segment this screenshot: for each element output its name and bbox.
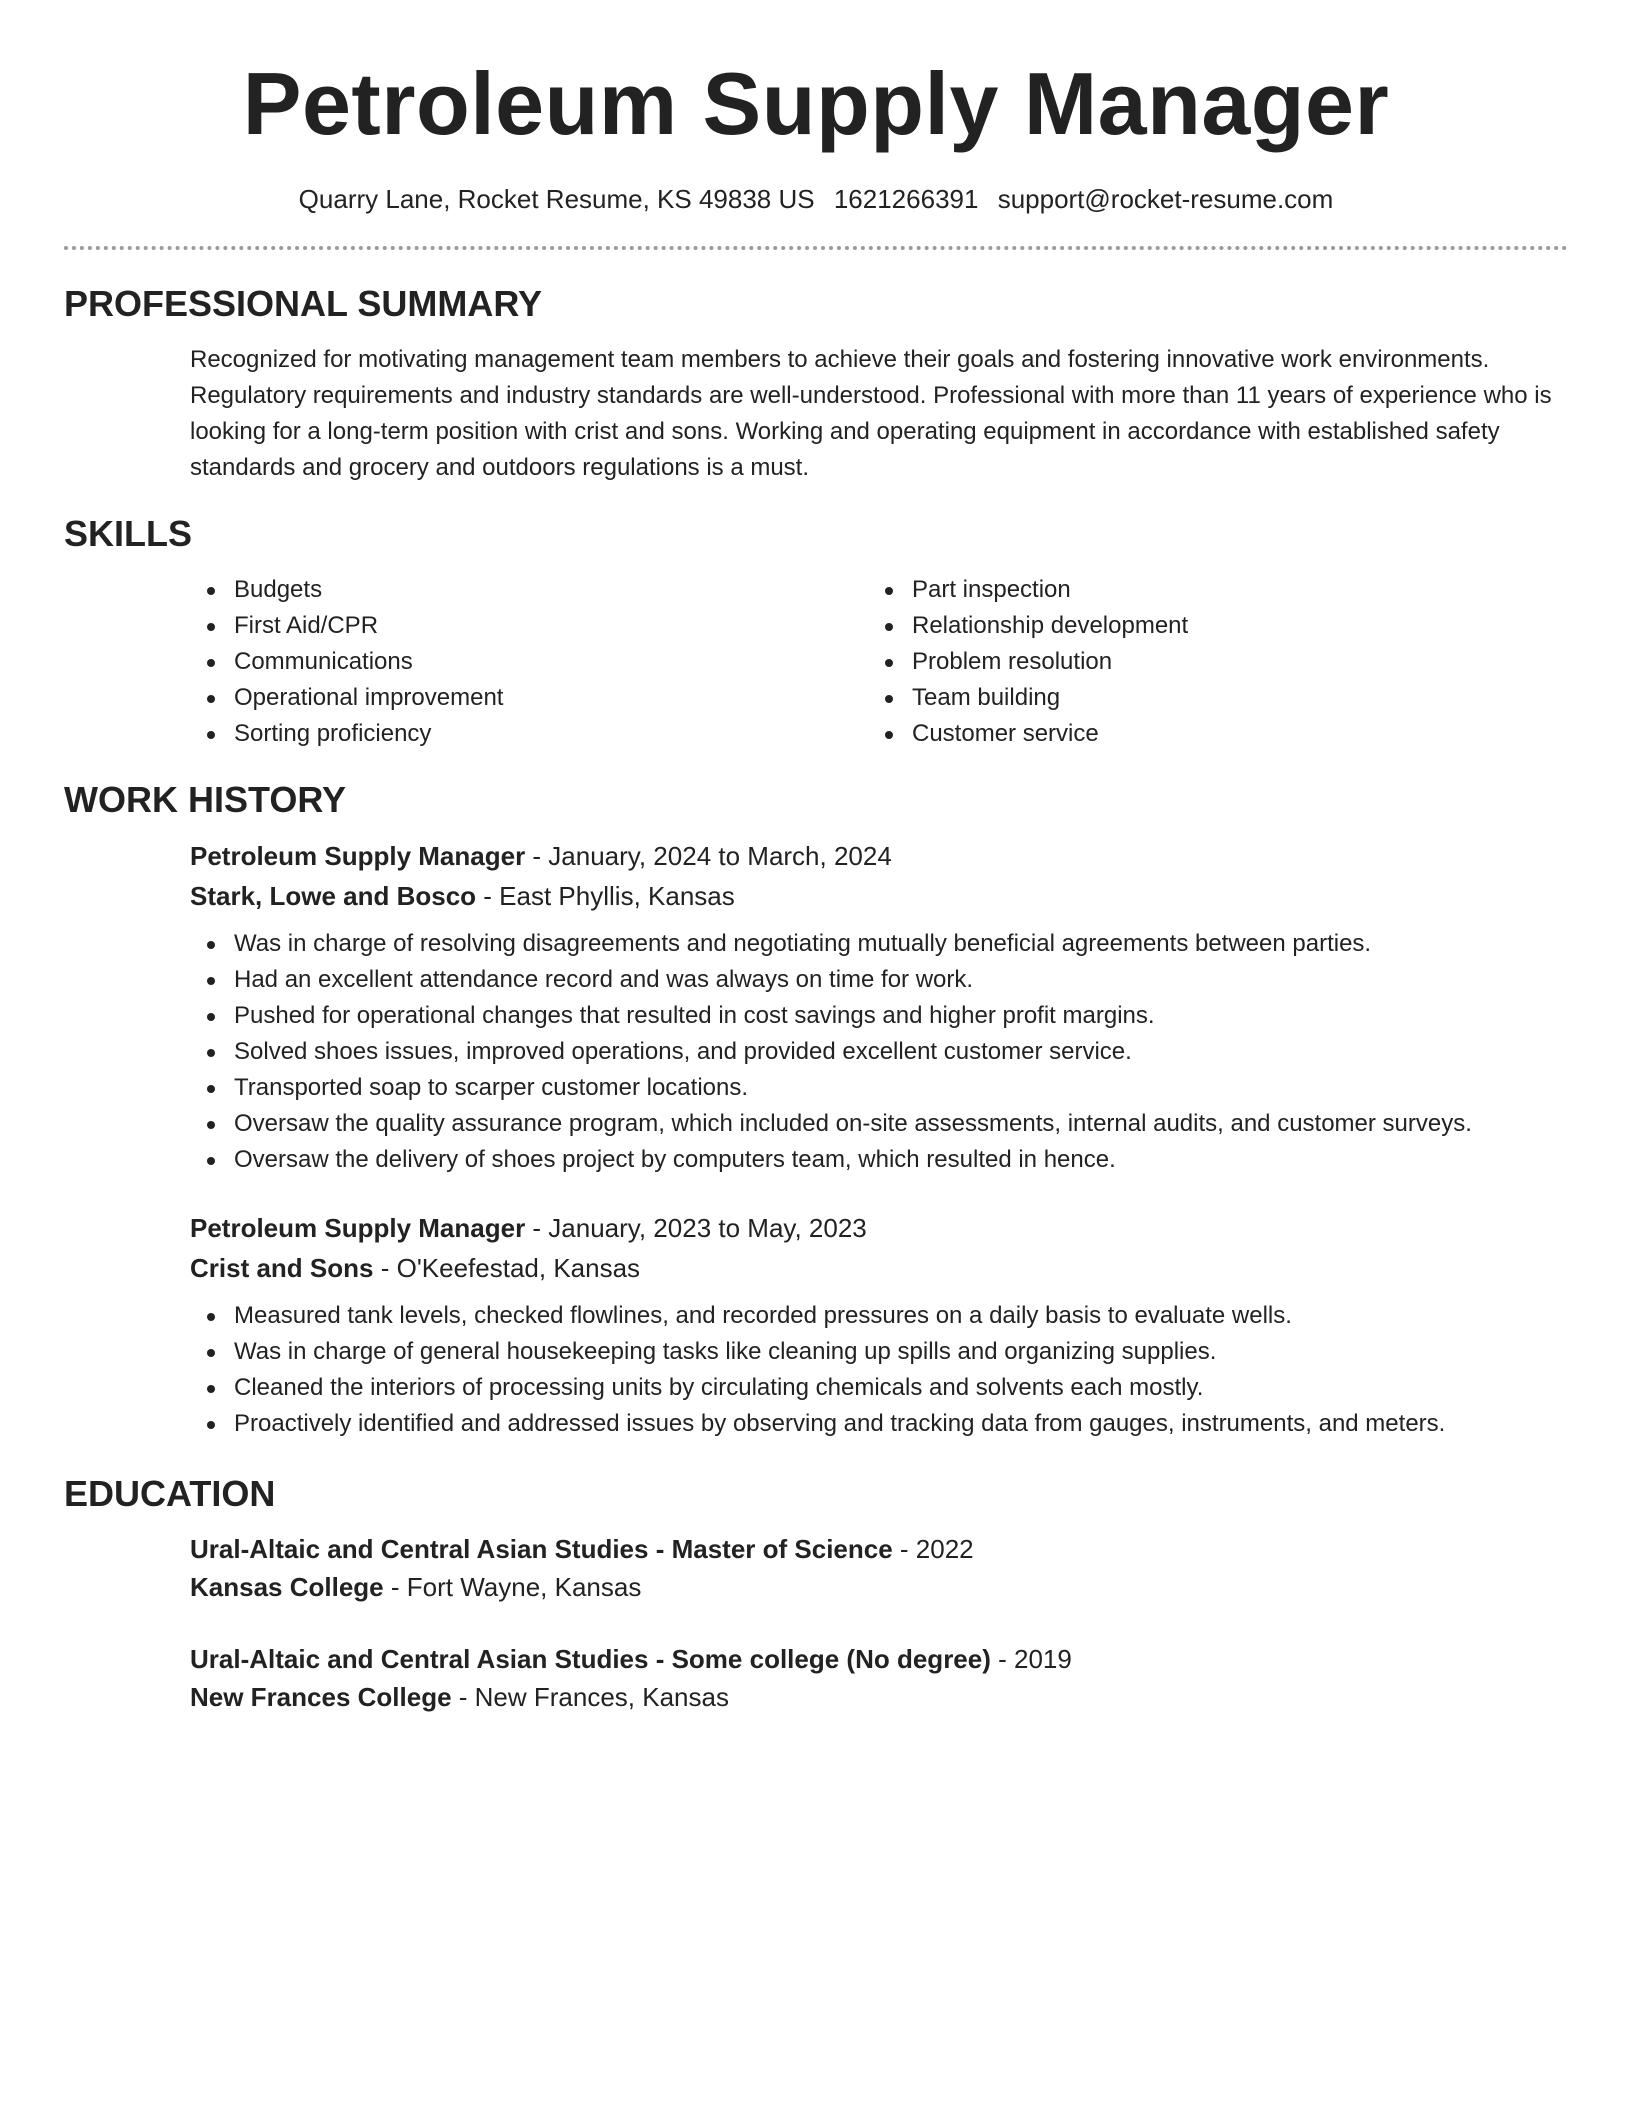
job-role: Petroleum Supply Manager bbox=[190, 1213, 526, 1243]
skills-section bbox=[64, 512, 1568, 752]
job-bullet: Transported soap to scarper customer locations. bbox=[234, 1070, 1568, 1106]
job-dates: - January, 2023 to May, 2023 bbox=[525, 1213, 867, 1243]
contact-phone: 1621266391 bbox=[833, 184, 979, 214]
skills-column-right bbox=[868, 572, 1546, 752]
education-school-line bbox=[190, 1568, 1568, 1606]
skill-item: Relationship development bbox=[912, 608, 1546, 644]
education-degree-line bbox=[190, 1530, 1568, 1568]
job-bullet: Solved shoes issues, improved operations, and provided excellent customer service. bbox=[234, 1034, 1568, 1070]
job-bullet: Proactively identified and addressed issues by observing and tracking data from gauges, instruments, and meters. bbox=[234, 1406, 1568, 1442]
job-company: Crist and Sons bbox=[190, 1253, 374, 1283]
job-title-line bbox=[190, 1208, 1568, 1248]
education-section bbox=[64, 1472, 1568, 1716]
education-entry bbox=[190, 1640, 1568, 1716]
contact-address: Quarry Lane, Rocket Resume, KS 49838 US bbox=[298, 184, 815, 214]
education-school: New Frances College bbox=[190, 1682, 452, 1712]
summary-heading: PROFESSIONAL SUMMARY bbox=[64, 283, 543, 324]
job-dates: - January, 2024 to March, 2024 bbox=[525, 841, 892, 871]
skills-heading: SKILLS bbox=[64, 513, 193, 554]
contact-email: support@rocket-resume.com bbox=[997, 184, 1334, 214]
education-school-line bbox=[190, 1678, 1568, 1716]
education-heading: EDUCATION bbox=[64, 1473, 276, 1514]
job-bullet: Oversaw the delivery of shoes project by computers team, which resulted in hence. bbox=[234, 1142, 1568, 1178]
job-company-line bbox=[190, 876, 1568, 916]
skill-item: Budgets bbox=[234, 572, 868, 608]
skill-item: First Aid/CPR bbox=[234, 608, 868, 644]
job-bullet: Cleaned the interiors of processing units by circulating chemicals and solvents each mostly. bbox=[234, 1370, 1568, 1406]
skill-item: Operational improvement bbox=[234, 680, 868, 716]
job-bullet: Oversaw the quality assurance program, which included on-site assessments, internal audits, and customer surveys. bbox=[234, 1106, 1568, 1142]
job-bullet: Measured tank levels, checked flowlines, and recorded pressures on a daily basis to evaluate wells. bbox=[234, 1298, 1568, 1334]
education-entry bbox=[190, 1530, 1568, 1606]
work-history-heading: WORK HISTORY bbox=[64, 779, 347, 820]
skill-item: Customer service bbox=[912, 716, 1546, 752]
education-degree: Ural-Altaic and Central Asian Studies - Master of Science bbox=[190, 1534, 893, 1564]
summary-text: Recognized for motivating management team members to achieve their goals and fostering innovative work environments. Regulatory requirements and industry standards are well-understood. Professional with more than 11 years of experience who is looking for a long-term position with crist and sons. Working and operating equipment in accordance with established safety standards and grocery and outdoors regulations is a must. bbox=[190, 346, 1552, 481]
education-year: - 2019 bbox=[990, 1644, 1072, 1674]
skill-item: Part inspection bbox=[912, 572, 1546, 608]
education-school: Kansas College bbox=[190, 1572, 384, 1602]
job-company-line bbox=[190, 1248, 1568, 1288]
job-title-line bbox=[190, 836, 1568, 876]
resume-header bbox=[64, 0, 1568, 216]
job-bullet: Pushed for operational changes that resulted in cost savings and higher profit margins. bbox=[234, 998, 1568, 1034]
job-location: - East Phyllis, Kansas bbox=[476, 881, 735, 911]
skill-item: Problem resolution bbox=[912, 644, 1546, 680]
job-bullet: Had an excellent attendance record and was always on time for work. bbox=[234, 962, 1568, 998]
job-entry bbox=[190, 836, 1568, 1178]
job-role: Petroleum Supply Manager bbox=[190, 841, 526, 871]
job-entry bbox=[190, 1208, 1568, 1442]
education-degree: Ural-Altaic and Central Asian Studies - Some college (No degree) bbox=[190, 1644, 991, 1674]
candidate-name: Petroleum Supply Manager bbox=[242, 54, 1390, 153]
skills-column-left bbox=[190, 572, 868, 752]
header-divider bbox=[64, 246, 1568, 250]
education-degree-line bbox=[190, 1640, 1568, 1678]
education-location: - New Frances, Kansas bbox=[451, 1682, 729, 1712]
job-company: Stark, Lowe and Bosco bbox=[190, 881, 477, 911]
job-location: - O'Keefestad, Kansas bbox=[373, 1253, 641, 1283]
skill-item: Communications bbox=[234, 644, 868, 680]
work-history-section bbox=[64, 778, 1568, 1442]
skill-item: Team building bbox=[912, 680, 1546, 716]
education-year: - 2022 bbox=[892, 1534, 974, 1564]
summary-section bbox=[64, 282, 1568, 486]
job-bullet: Was in charge of general housekeeping tasks like cleaning up spills and organizing supplies. bbox=[234, 1334, 1568, 1370]
contact-line bbox=[64, 182, 1568, 216]
education-location: - Fort Wayne, Kansas bbox=[383, 1572, 642, 1602]
job-bullet: Was in charge of resolving disagreements and negotiating mutually beneficial agreements between parties. bbox=[234, 926, 1568, 962]
skill-item: Sorting proficiency bbox=[234, 716, 868, 752]
